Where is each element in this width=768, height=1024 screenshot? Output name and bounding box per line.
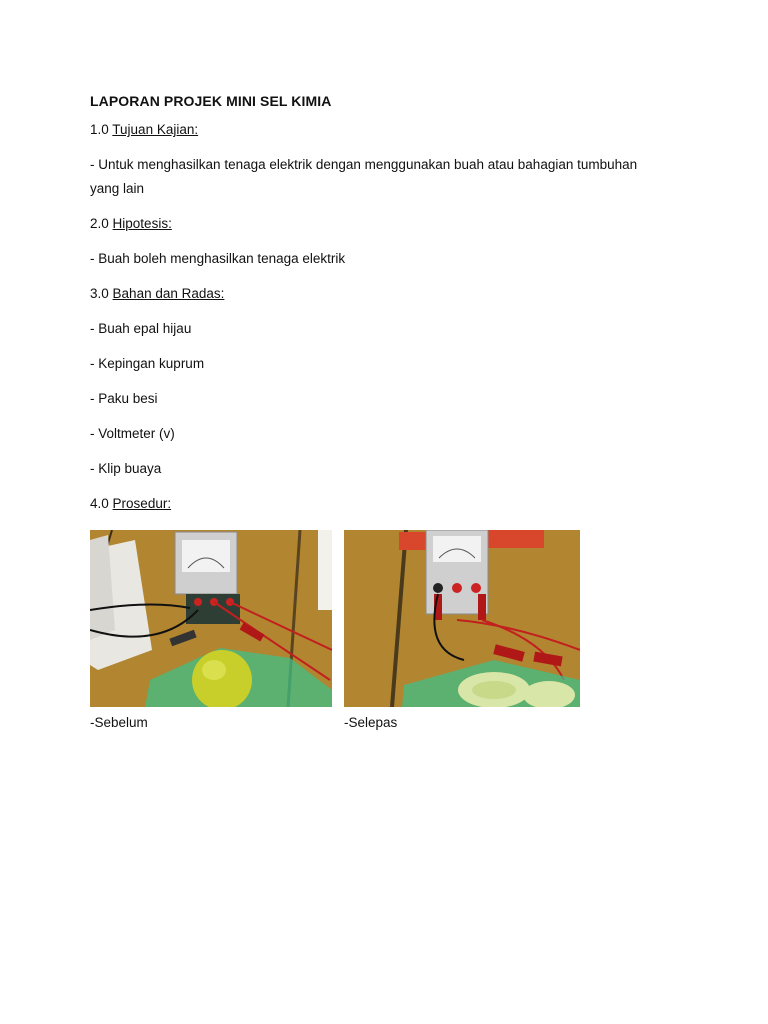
material-item: - Paku besi	[90, 391, 158, 406]
section-3-heading	[90, 282, 224, 306]
photo-caption: -Sebelum	[90, 715, 148, 730]
section-number: 3.0	[90, 286, 109, 301]
section-number: 1.0	[90, 122, 109, 137]
section-1-heading	[90, 118, 198, 142]
document-title: LAPORAN PROJEK MINI SEL KIMIA	[90, 93, 332, 109]
section-number: 4.0	[90, 496, 109, 511]
photo-before-icon	[90, 530, 332, 707]
section-4-heading	[90, 492, 171, 516]
section-title: Hipotesis:	[112, 216, 172, 231]
material-item: - Kepingan kuprum	[90, 356, 205, 371]
section-title: Bahan dan Radas:	[112, 286, 225, 301]
hypothesis-text: - Buah boleh menghasilkan tenaga elektrik	[90, 251, 346, 266]
section-title: Prosedur:	[112, 496, 172, 511]
section-title: Tujuan Kajian:	[112, 122, 199, 137]
section-number: 2.0	[90, 216, 109, 231]
material-item: - Voltmeter (v)	[90, 426, 175, 441]
photo-caption: -Selepas	[344, 715, 398, 730]
material-item: - Buah epal hijau	[90, 321, 192, 336]
photo-after-icon	[344, 530, 580, 707]
section-2-heading	[90, 212, 172, 236]
material-item: - Klip buaya	[90, 461, 162, 476]
objective-text: - Untuk menghasilkan tenaga elektrik dengan menggunakan buah atau bahagian tumbuhan yang lain	[90, 157, 638, 196]
